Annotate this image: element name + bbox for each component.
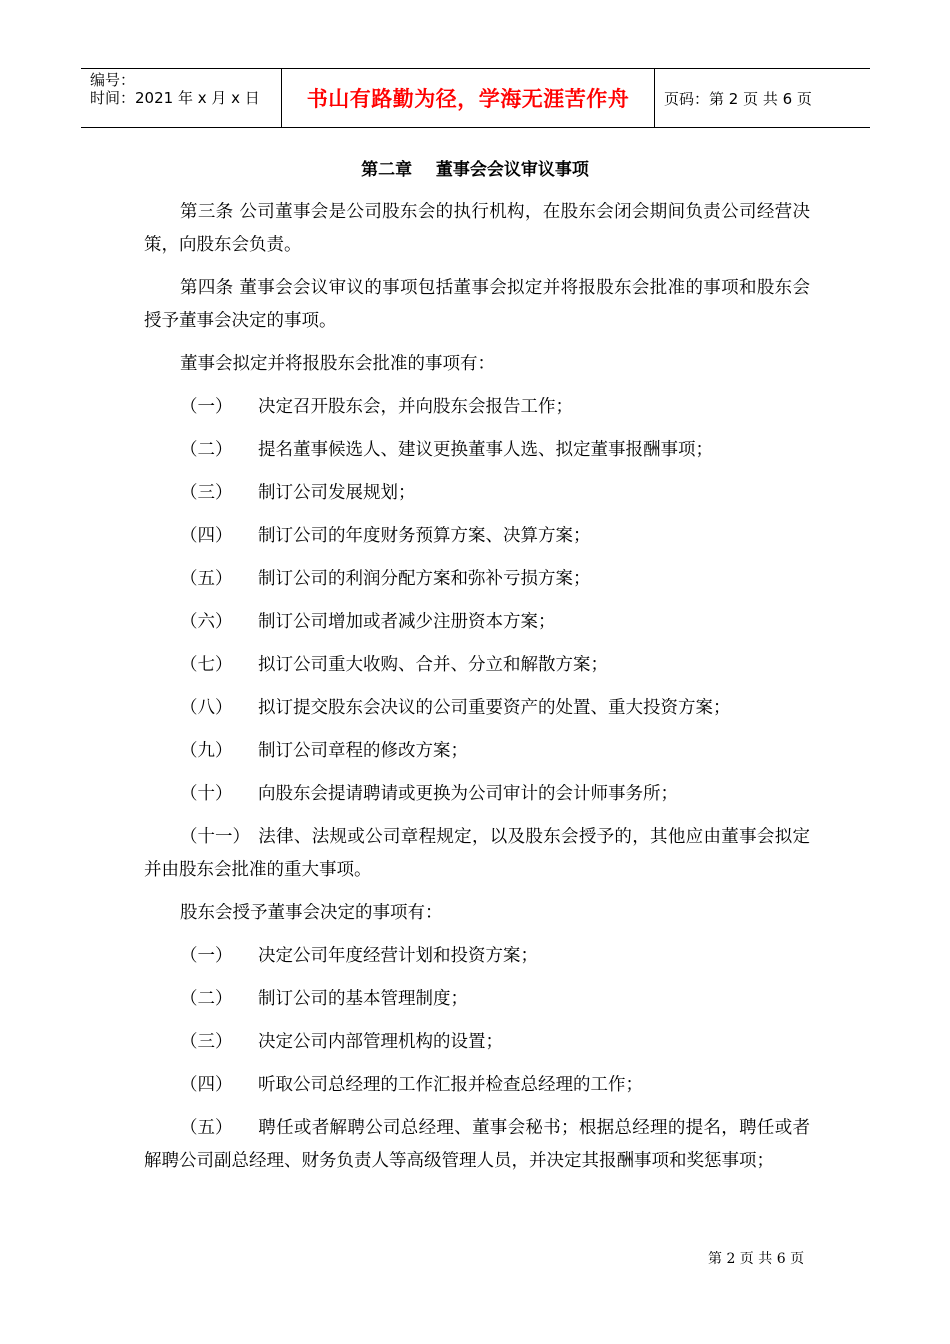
list1-item (144, 649, 810, 682)
list-item-label: （九） (180, 741, 233, 761)
list-item-label: （六） (180, 612, 233, 632)
document-body (144, 196, 810, 1188)
list-item-text: 法律、法规或公司章程规定，以及股东会授予的，其他应由董事会拟定并由股东会批准的重大事项。 (144, 827, 810, 880)
list1-item (144, 735, 810, 768)
list1-item (144, 778, 810, 811)
list-item-text: 拟订公司重大收购、合并、分立和解散方案； (258, 655, 608, 675)
list-item-label: （五） (180, 1118, 233, 1138)
list-item-text: 制订公司的年度财务预算方案、决算方案； (258, 526, 591, 546)
list-item-text: 拟订提交股东会决议的公司重要资产的处置、重大投资方案； (258, 698, 731, 718)
list1-item (144, 477, 810, 510)
list-item-label: （一） (180, 397, 233, 417)
list-item-text: 向股东会提请聘请或更换为公司审计的会计师事务所； (258, 784, 678, 804)
list1-item (144, 606, 810, 639)
list1-item (144, 821, 810, 887)
list1-item (144, 563, 810, 596)
list-item-text: 聘任或者解聘公司总经理、董事会秘书；根据总经理的提名，聘任或者解聘公司副总经理、财务负责人等高级管理人员，并决定其报酬事项和奖惩事项； (144, 1118, 810, 1171)
list-item-label: （十） (180, 784, 233, 804)
list-item-text: 决定召开股东会，并向股东会报告工作； (258, 397, 573, 417)
chapter-title: 第二章 董事会会议审议事项 (361, 160, 589, 180)
list-item-label: （四） (180, 526, 233, 546)
header-meta (81, 69, 282, 127)
page-footer: 第 2 页 共 6 页 (708, 1251, 805, 1267)
list1-item (144, 692, 810, 725)
list-item-text: 提名董事候选人、建议更换董事人选、拟定董事报酬事项； (258, 440, 713, 460)
article-3: 第三条 公司董事会是公司股东会的执行机构，在股东会闭会期间负责公司经营决策，向股东会负责。 (144, 202, 810, 255)
list1-item (144, 434, 810, 467)
list-item-label: （七） (180, 655, 233, 675)
list-item-label: （十一） (180, 827, 250, 847)
list-item-text: 决定公司内部管理机构的设置； (258, 1032, 503, 1052)
list2-item (144, 1069, 810, 1102)
article-4: 第四条 董事会会议审议的事项包括董事会拟定并将报股东会批准的事项和股东会授予董事会决定的事项。 (144, 278, 810, 331)
list2-item (144, 983, 810, 1016)
list2-item (144, 1026, 810, 1059)
list-item-label: （二） (180, 440, 233, 460)
list-item-text: 制订公司的基本管理制度； (258, 989, 468, 1009)
list1-item (144, 520, 810, 553)
document-date: 时间：2021 年 x 月 x 日 (90, 89, 260, 107)
list-item-text: 决定公司年度经营计划和投资方案； (258, 946, 538, 966)
list-item-label: （四） (180, 1075, 233, 1095)
list-item-label: （八） (180, 698, 233, 718)
document-number: 编号： (90, 71, 136, 89)
list-item-label: （一） (180, 946, 233, 966)
list-item-label: （二） (180, 989, 233, 1009)
list2-item (144, 1112, 810, 1178)
list2-item (144, 940, 810, 973)
list2-intro: 股东会授予董事会决定的事项有： (180, 903, 443, 923)
page-header (81, 68, 870, 128)
list-item-text: 制订公司的利润分配方案和弥补亏损方案； (258, 569, 591, 589)
header-page-number: 页码：第 2 页 共 6 页 (664, 89, 812, 108)
list-item-text: 制订公司发展规划； (258, 483, 416, 503)
list-item-label: （五） (180, 569, 233, 589)
list-item-label: （三） (180, 483, 233, 503)
list-item-text: 制订公司章程的修改方案； (258, 741, 468, 761)
list1-item (144, 391, 810, 424)
list-item-text: 制订公司增加或者减少注册资本方案； (258, 612, 556, 632)
list-item-text: 听取公司总经理的工作汇报并检查总经理的工作； (258, 1075, 643, 1095)
list-item-label: （三） (180, 1032, 233, 1052)
header-motto: 书山有路勤为径，学海无涯苦作舟 (282, 69, 655, 127)
list1-intro: 董事会拟定并将报股东会批准的事项有： (180, 354, 495, 374)
